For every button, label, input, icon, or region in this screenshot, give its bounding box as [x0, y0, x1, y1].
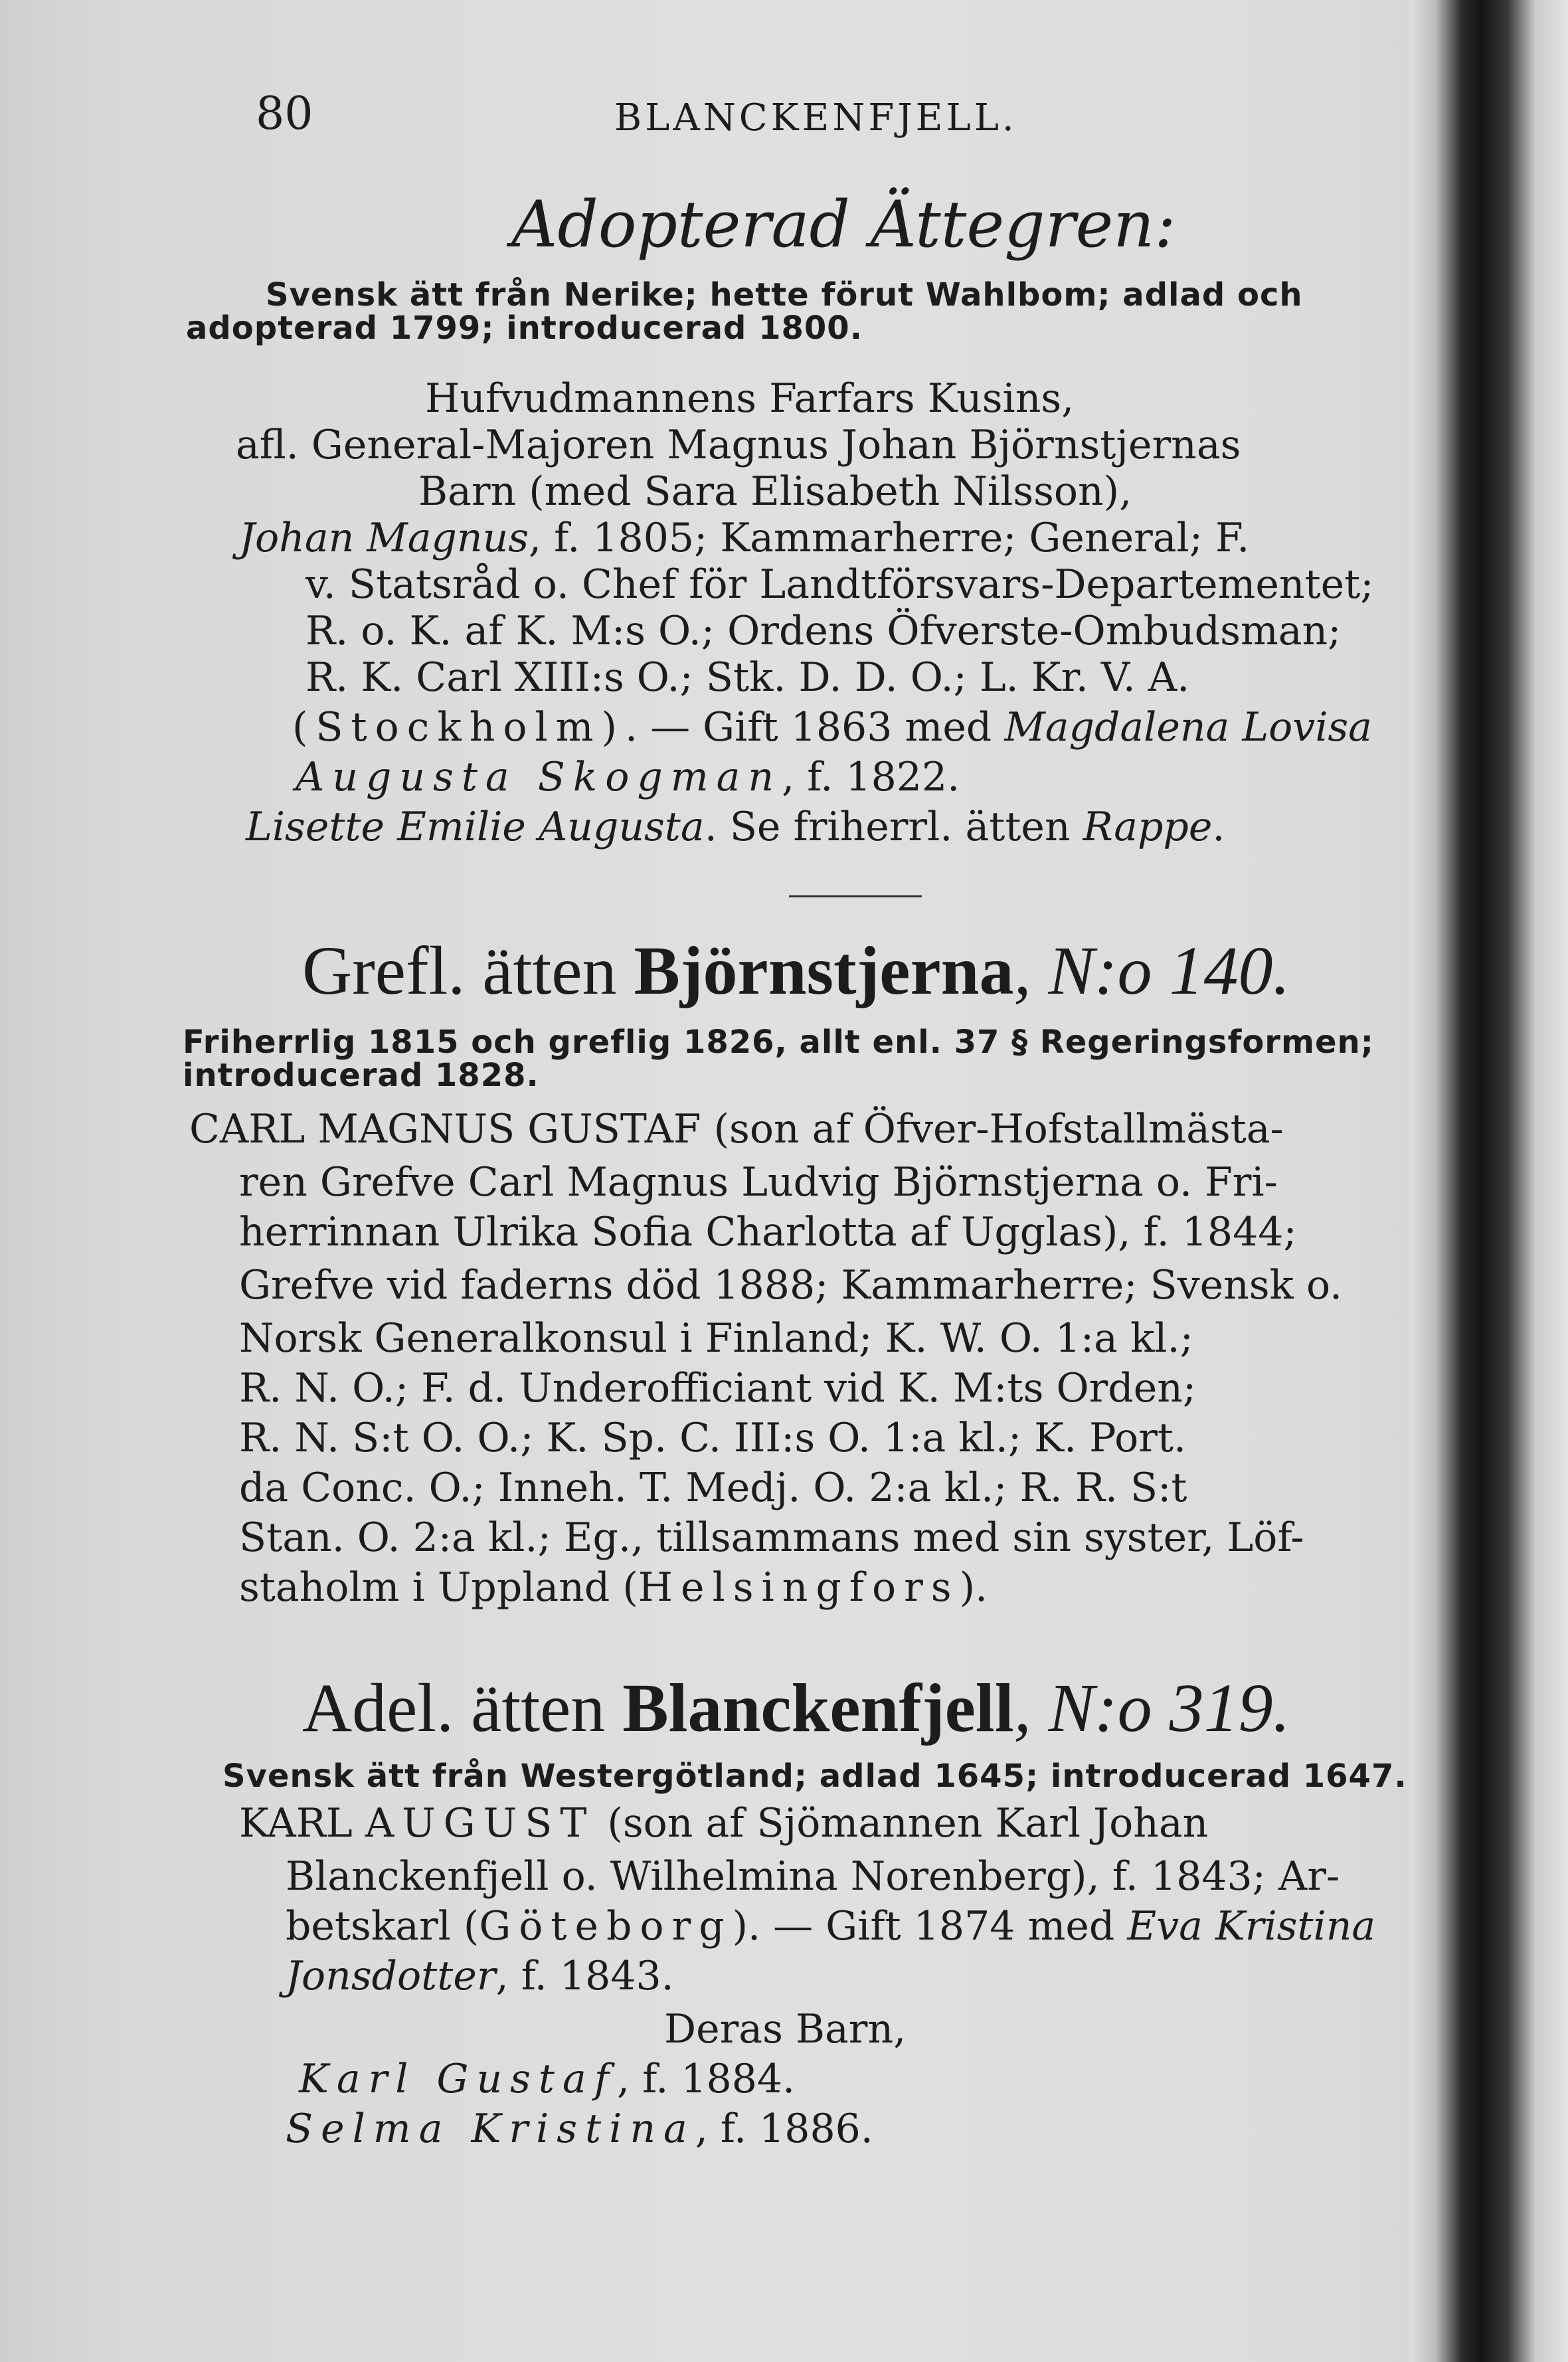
section1-intro-line: adopterad 1799; introducerad 1800. [186, 310, 863, 347]
text-line: R. o. K. af K. M:s O.; Ordens Öfverste-Ombudsman; [305, 608, 1342, 654]
text-line: Blanckenfjell o. Wilhelmina Norenberg), f. 1843; Ar- [286, 1853, 1340, 1900]
text-line: R. N. O.; F. d. Underofficiant vid K. M:ts Orden; [239, 1365, 1197, 1411]
text-line: ren Grefve Carl Magnus Ludvig Björnstjerna o. Fri- [239, 1159, 1278, 1206]
text-line: Hufvudmannens Farfars Kusins, [425, 375, 1075, 422]
text-line: Grefve vid faderns död 1888; Kammarherre; Svensk o. [239, 1262, 1343, 1309]
text-line: Norsk Generalkonsul i Finland; K. W. O. 1:a kl.; [239, 1315, 1193, 1362]
text-line: CARL MAGNUS GUSTAF (son af Öfver-Hofstallmästa- [189, 1106, 1284, 1152]
person-entry: Karl Gustaf, f. 1884. [299, 2056, 796, 2102]
section2-intro-line: Friherrlig 1815 och greflig 1826, allt enl. 37 § Regeringsformen; [183, 1024, 1374, 1061]
text-line: v. Statsråd o. Chef för Landtförsvars-Departementet; [305, 561, 1374, 608]
section1-intro-line: Svensk ätt från Nerike; hette förut Wahlbom; adlad och [266, 276, 1303, 314]
page-number: 80 [256, 88, 313, 140]
text-line: staholm i Uppland (Helsingfors). [239, 1564, 988, 1611]
text-line: da Conc. O.; Inneh. T. Medj. O. 2:a kl.; R. R. S:t [239, 1465, 1187, 1511]
text-line: R. N. S:t O. O.; K. Sp. C. III:s O. 1:a kl.; K. Port. [239, 1415, 1187, 1461]
person-entry: Selma Kristina, f. 1886. [286, 2106, 873, 2152]
section-divider [789, 895, 922, 897]
person-entry: Lisette Emilie Augusta. Se friherrl. ätten Rappe. [246, 804, 1225, 850]
text-line: Augusta Skogman, f. 1822. [296, 754, 960, 800]
section2-intro-line: introducerad 1828. [183, 1057, 539, 1094]
book-gutter [1409, 0, 1568, 2362]
text-line: Stan. O. 2:a kl.; Eg., tillsammans med sin syster, Löf- [239, 1514, 1304, 1561]
book-page [166, 0, 1407, 2362]
text-line: Barn (med Sara Elisabeth Nilsson), [418, 468, 1132, 515]
text-line: R. K. Carl XIII:s O.; Stk. D. D. O.; L. Kr. V. A. [305, 654, 1190, 701]
running-title: BLANCKENFJELL. [614, 96, 1017, 139]
text-line: (Stockholm). — Gift 1863 med Magdalena Lovisa [292, 704, 1372, 751]
section-heading-bjornstjerna: Grefl. ätten Björnstjerna, N:o 140. [302, 933, 1290, 1009]
section3-intro-line: Svensk ätt från Westergötland; adlad 1645; introducerad 1647. [222, 1758, 1407, 1795]
person-entry: Johan Magnus, f. 1805; Kammarherre; General; F. [239, 515, 1250, 561]
section-heading-blanckenfjell: Adel. ätten Blanckenfjell, N:o 319. [302, 1670, 1290, 1746]
text-line: herrinnan Ulrika Sofia Charlotta af Ugglas), f. 1844; [239, 1209, 1297, 1255]
text-line: afl. General-Majoren Magnus Johan Björnstjernas [236, 422, 1241, 468]
text-line: KARL AUGUST (son af Sjömannen Karl Johan [239, 1800, 1209, 1847]
section-heading-adopterad: Adopterad Ättegren: [511, 187, 1176, 262]
text-line: betskarl (Göteborg). — Gift 1874 med Eva Kristina [286, 1903, 1376, 1950]
person-entry: Jonsdotter, f. 1843. [286, 1953, 674, 1999]
text-line: Deras Barn, [664, 2006, 907, 2052]
